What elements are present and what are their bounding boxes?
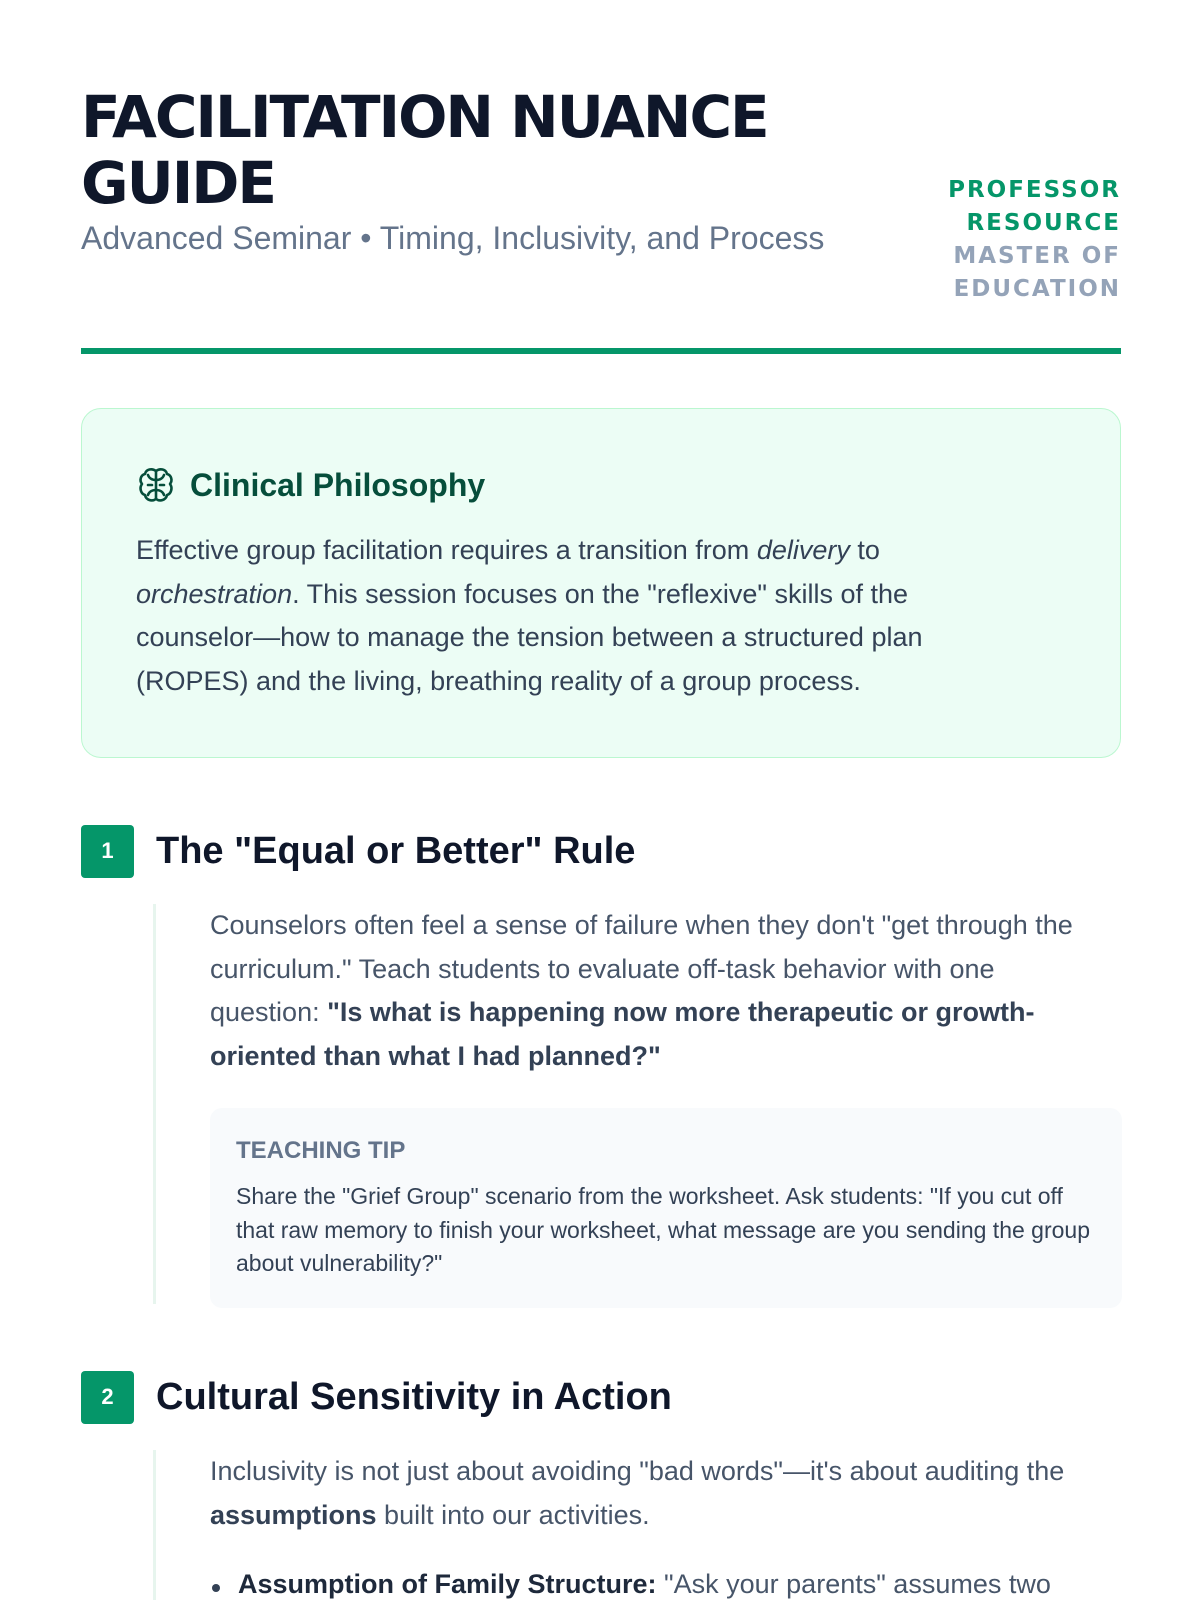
section-paragraph xyxy=(210,904,1110,1078)
philosophy-title: Clinical Philosophy xyxy=(190,467,486,503)
section-text: Inclusivity is not just about avoiding "bad words"—it's about auditing the xyxy=(210,1456,1065,1486)
page-header xyxy=(81,84,1121,354)
resource-role: PROFESSOR RESOURCE xyxy=(948,177,1121,236)
philosophy-text-part: Effective group facilitation requires a transition from xyxy=(136,535,757,565)
emphasis-assumptions: assumptions xyxy=(210,1499,377,1530)
section-body-2 xyxy=(153,1450,1121,1600)
page-subtitle: Advanced Seminar • Timing, Inclusivity, and Process xyxy=(81,220,825,256)
philosophy-emphasis-orchestration: orchestration xyxy=(136,578,293,609)
section-text: built into our activities. xyxy=(376,1499,650,1530)
key-question: "Is what is happening now more therapeutic or growth-oriented than what I had planned?" xyxy=(210,997,1035,1071)
resource-meta xyxy=(891,174,1121,306)
list-item-label: Assumption of Family Structure: xyxy=(238,1569,657,1599)
section-number-badge: 2 xyxy=(81,1371,134,1424)
teaching-tip-label: TEACHING TIP xyxy=(236,1137,406,1164)
philosophy-heading xyxy=(136,465,485,505)
section-heading-2 xyxy=(81,1370,672,1424)
section-text: Counselors often feel a sense of failure when they don't "get through the curriculum." Teach students to evaluate off-task behavior with one question: xyxy=(210,910,1073,1027)
section-title: The "Equal or Better" Rule xyxy=(156,830,636,872)
philosophy-text xyxy=(136,529,1006,703)
philosophy-emphasis-delivery: delivery xyxy=(756,535,850,565)
section-title: Cultural Sensitivity in Action xyxy=(156,1376,672,1418)
philosophy-text-part: to xyxy=(849,535,880,565)
program-name: MASTER OF EDUCATION xyxy=(953,243,1121,302)
philosophy-text-part: . This session focuses on the "reflexive" skills of the counselor—how to manage the tension between a structured plan (ROPES) and the living, breathing reality of a group process. xyxy=(136,578,923,696)
page-title: FACILITATION NUANCE GUIDE xyxy=(81,83,768,217)
assumption-list xyxy=(210,1563,1110,1600)
section-number-badge: 1 xyxy=(81,825,134,878)
section-body-1 xyxy=(153,904,1121,1304)
brain-icon xyxy=(136,465,176,505)
clinical-philosophy-box xyxy=(81,408,1121,758)
teaching-tip-text: Share the "Grief Group" scenario from the worksheet. Ask students: "If you cut off that raw memory to finish your worksheet, what message are you sending the group about vulnerability?" xyxy=(236,1183,1090,1276)
header-divider xyxy=(81,348,1121,354)
list-item xyxy=(210,1563,1110,1600)
section-paragraph xyxy=(210,1450,1110,1537)
teaching-tip-box xyxy=(210,1108,1122,1308)
section-heading-1 xyxy=(81,824,635,878)
document-page xyxy=(81,0,1121,1600)
list-item-text: "Ask your parents" assumes two xyxy=(656,1569,1051,1599)
